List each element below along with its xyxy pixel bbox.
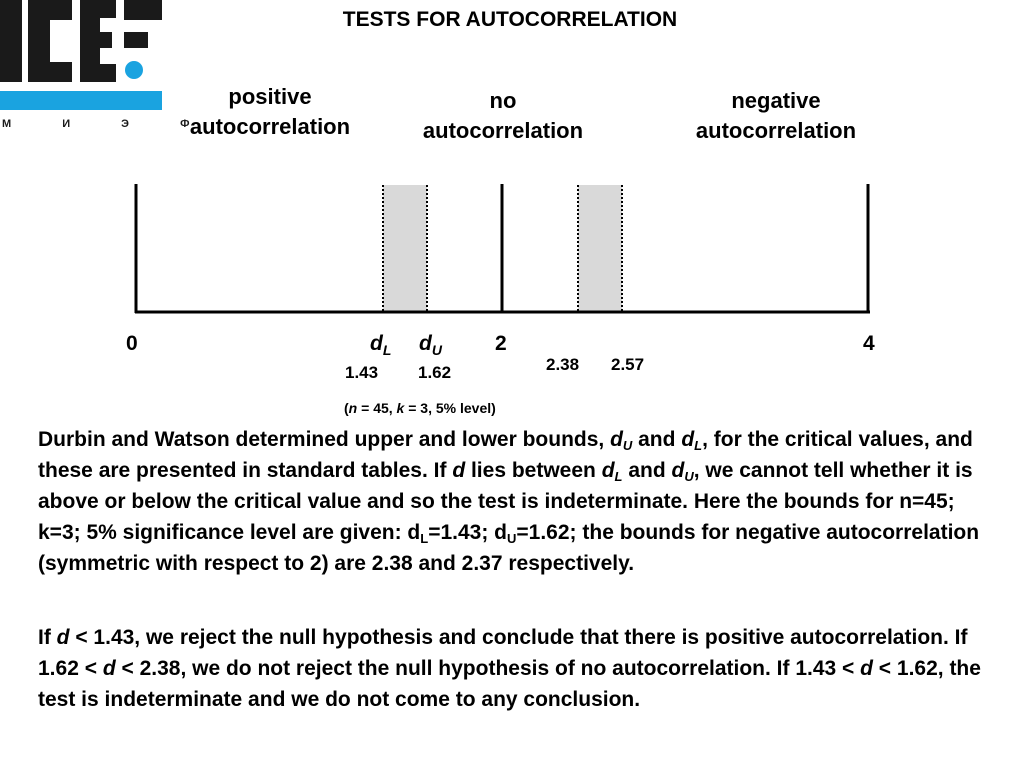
dL-symbol: d bbox=[370, 332, 383, 355]
sample-note: (n = 45, k = 3, 5% level) bbox=[344, 400, 496, 416]
durbin-watson-diagram bbox=[0, 180, 1024, 320]
tick-label-dU bbox=[419, 332, 442, 358]
indeterminate-zone-upper bbox=[578, 185, 622, 312]
value-upper-low: 2.38 bbox=[546, 355, 580, 374]
label-positive-line2: autocorrelation bbox=[189, 114, 351, 139]
logo-subtitle: М И Э Ф bbox=[2, 118, 214, 130]
logo-dot bbox=[125, 61, 143, 79]
tick-label-2: 2 bbox=[495, 332, 507, 355]
tick-label-0: 0 bbox=[126, 332, 138, 355]
label-negative-line1: negative bbox=[731, 88, 821, 113]
label-negative-line2: autocorrelation bbox=[695, 118, 857, 143]
page-title: TESTS FOR AUTOCORRELATION bbox=[342, 8, 678, 31]
dU-subscript: U bbox=[431, 342, 442, 359]
label-positive-line1: positive bbox=[228, 84, 312, 109]
label-none-line2: autocorrelation bbox=[422, 118, 584, 143]
paragraph-decision-rule: If d < 1.43, we reject the null hypothesis and conclude that there is positive autocorrelation. If 1.62 < d < 2.38, we do not reject the null hypothesis of no autocorrelation. If 1.43 < d < 1.62, the test is indeterminate and we do not come to any conclusion. bbox=[38, 626, 981, 711]
tick-label-dL bbox=[370, 332, 391, 358]
value-dU: 1.62 bbox=[418, 363, 452, 382]
logo-bar bbox=[0, 91, 162, 110]
indeterminate-zone-lower bbox=[383, 185, 427, 312]
icef-logo bbox=[0, 0, 214, 130]
label-none-line1: no bbox=[489, 88, 517, 113]
dL-subscript: L bbox=[382, 342, 392, 359]
value-dL: 1.43 bbox=[345, 363, 379, 382]
label-negative-autocorrelation bbox=[676, 86, 876, 146]
tick-label-4: 4 bbox=[863, 332, 875, 355]
label-positive-autocorrelation bbox=[170, 82, 370, 142]
label-no-autocorrelation bbox=[403, 86, 603, 146]
dU-symbol: d bbox=[419, 332, 432, 355]
paragraph-bounds-explanation: Durbin and Watson determined upper and lower bounds, $d_U$ and $d_L$, for the critical values, and these are presented in standard tables. If d lies between $d_L$ and $d_U$, we cannot tell whether it is above or below the critical value and so the test is indeterminate. Here the bounds for n=45; k=3; 5% significance level are given: $d_L=1.43$; $d_U=1.62$; the bounds for negative autocorrelation (symmetric with respect to 2) are 2.38 and 2.37 respectively. bbox=[38, 428, 980, 575]
value-upper-high: 2.57 bbox=[611, 355, 645, 374]
